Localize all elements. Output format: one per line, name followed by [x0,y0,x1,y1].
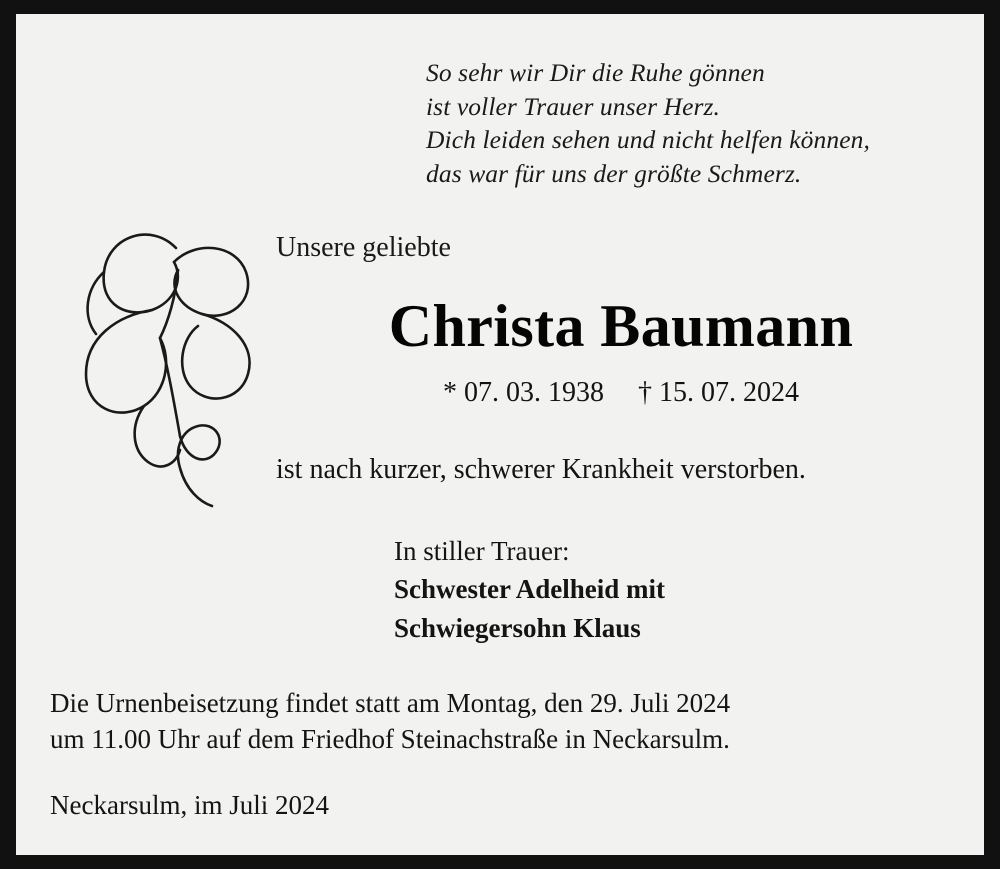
death-date: † 15. 07. 2024 [638,377,799,408]
poem-line-2: ist voller Trauer unser Herz. [426,91,721,121]
mourner-line-1: Schwester Adelheid mit [394,574,665,605]
poem-block [426,56,966,191]
obituary-card [16,14,984,855]
mourning-label: In stiller Trauer: [394,536,570,566]
funeral-details [50,686,970,758]
funeral-line-1: Die Urnenbeisetzung findet statt am Montag, den 29. Juli 2024 [50,688,731,718]
birth-date: * 07. 03. 1938 [443,377,604,408]
cause-of-death-line: ist nach kurzer, schwerer Krankheit verstorben. [276,454,806,485]
deceased-name: Christa Baumann [388,293,854,359]
place-and-date: Neckarsulm, im Juli 2024 [50,790,329,820]
poem-line-4: das war für uns der größte Schmerz. [426,158,802,188]
mourner-line-2: Schwiegersohn Klaus [394,612,641,643]
funeral-line-2: um 11.00 Uhr auf dem Friedhof Steinachstraße in Neckarsulm. [50,723,730,754]
life-dates [276,377,966,409]
mourning-block [394,532,665,647]
poem-line-1: So sehr wir Dir die Ruhe gönnen [426,58,765,87]
poem-line-3: Dich leiden sehen und nicht helfen können, [426,125,870,155]
intro-text: Unsere geliebte [276,232,451,263]
butterfly-line-art-icon [56,210,271,510]
